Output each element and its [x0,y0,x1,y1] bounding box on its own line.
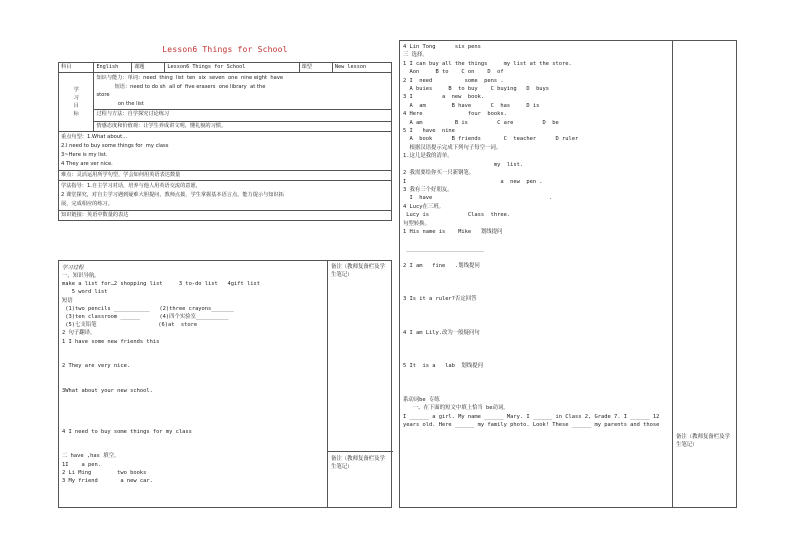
study-heading: 学习过程 [62,265,84,271]
body-line: (1)two pencils ___________ (2)three crayons_______ [62,305,235,312]
body-line: 2 I need some pens . [403,77,504,84]
body-line: I a new pen . [403,178,543,185]
body-line: I ______ a girl. My name ______ Mary. I ______ in Class 2, Grade 7. I ______ 12 [403,413,660,420]
body-line: A am B have C has D is [403,102,540,109]
body-line: 根据汉语提示完成下列句子每空一词。 [403,144,502,151]
body-line: 2 I am fine .划线提问 [403,262,480,269]
notes-divider-h [327,451,393,452]
body-line: 5 I have nine [403,128,455,135]
knowledge-line: on the list [96,100,144,107]
guidance-line: 2 课堂探究，对自主学习遇到疑难大胆提问，教师点拨，学生掌握基本语言点。能力提示与知识拓 [61,192,284,198]
body-line: years old. Here ______ my family photo. Look! These ______ my parents and those [403,422,660,429]
type-label: 课型 [299,63,332,73]
body-line: 短语 [62,297,73,304]
process-cell: 过程与方法：自学探究讨论练习 [94,110,392,122]
key-point: 3~Here is my list. [61,152,108,158]
emotion-cell: 情感态度和价值观：让学生养成讲文明，懂礼貌的习惯。 [94,122,392,132]
study-body [58,260,392,508]
body-line: A am B is C are D be [403,119,559,126]
body-line: 2 我需要给你买一只新钢笔。 [403,170,475,177]
right-notes-divider [672,41,673,507]
topic-value: Lesson6 Things for School [165,63,299,73]
knowledge-cell [94,73,392,110]
key-point: 2.I need to buy some things for my class [61,143,169,149]
body-line: 一、在下面的短文中填上恰当 be动词。 [403,405,509,412]
body-line: 3 My friend a new car. [62,478,153,485]
body-line: Aon B to C on D of [403,69,504,76]
left-page [58,40,392,508]
key-point: 4 They are ver nice. [61,161,113,167]
right-lines [403,43,659,430]
body-line: 2 Li Ming two books [62,469,147,476]
body-line: 句型转换。 [403,220,430,227]
goals-label: 学 习 目 标 [59,73,94,132]
right-frame [399,40,737,508]
body-line: 3 我有三个好朋友。 [403,186,453,193]
body-line: (5)七支铅笔 (6)at store [62,322,198,329]
body-line: 1 I have some new friends this [62,338,160,345]
body-line: 一，知识导航。 [62,273,100,279]
body-line: ________________________ [403,245,485,252]
body-line: 3 Is it a ruler?否定回答 [403,296,477,303]
body-line: 3 I a new book. [403,94,485,101]
guidance-line: 展，完成相应的练习。 [61,201,113,207]
body-line: (3)ten classroom ______ (4)四个实验室__________ [62,314,229,321]
body-line: 4 Lin Tong six pens [403,44,481,50]
knowledge-line: 知识与能力：单词：need thing list ten six seven one nine eight have [96,75,284,81]
body-line: 三 选择。 [403,52,428,59]
body-line: 4 I need to buy some things for my class [62,428,192,435]
body-line: 二 have ,has 填空。 [62,453,120,460]
body-line: 4 Here four books. [403,111,507,118]
body-line: 5 It is a lab 划线提问 [403,363,483,370]
knowledge-line: store [96,92,110,98]
body-line: make a list for…2 shopping list 3 to-do list 4gift list [62,281,260,288]
guidance-cell [59,181,392,211]
topic-label: 课题 [132,63,165,73]
notes-divider [327,261,328,507]
body-line: 1 His name is Mike 划线提问 [403,228,503,235]
body-line: A buies B to buy C buying D buys [403,86,550,93]
body-line: 4 I am Lily.改为一般疑问句 [403,329,480,336]
body-line: I have . [403,195,553,202]
type-value: New lesson [332,63,391,73]
note-label-1: 备注（教师复备栏及学生笔记） [331,264,385,278]
study-lines [62,272,260,485]
body-line: 1I a pen. [62,461,101,468]
header-row [59,63,392,73]
body-line: my list. [403,161,524,168]
right-page [399,40,737,508]
body-line: 2 句子翻译。 [62,330,96,337]
right-note-label: 备注（教师复备栏及学生笔记） [676,434,730,448]
body-line: 3What about your new school. [62,387,153,394]
subject-value: English [94,63,132,73]
body-line: 1.这儿是我的清单。 [403,153,453,160]
key-points-cell [59,132,392,171]
knowledge-row [59,73,392,110]
lesson-plan-table [58,62,392,221]
body-line: 4 Lucy在三班。 [403,203,445,210]
lesson-title: Lesson6 Things for School [162,45,288,54]
knowledge-line: 短语：need to do sh all of five erasers one library at the [96,83,266,90]
body-line: 系动词be 专练 [403,397,440,404]
body-line: Lucy is Class three. [403,212,511,219]
link-cell: 知识链接：英语中数量的表达 [59,211,392,221]
note-label-2: 备注（教师复备栏及学生笔记） [331,456,385,470]
body-line: 5 word list [62,289,108,296]
body-line: 1 I can buy all the things my list at the store. [403,60,572,67]
subject-label: 科目 [59,63,94,73]
difficulty-cell: 难点：灵活运用所学句型，学会如何用英语表达数量 [59,171,392,181]
guidance-line: 学法指导：1.自主学习对话，培养与他人用英语交流的意愿， [61,183,201,189]
key-point: 重点句型：1.What about… [61,134,128,140]
body-line: A book B friends C teacher D ruler [403,136,579,143]
body-line: 2 They are very nice. [62,363,131,370]
